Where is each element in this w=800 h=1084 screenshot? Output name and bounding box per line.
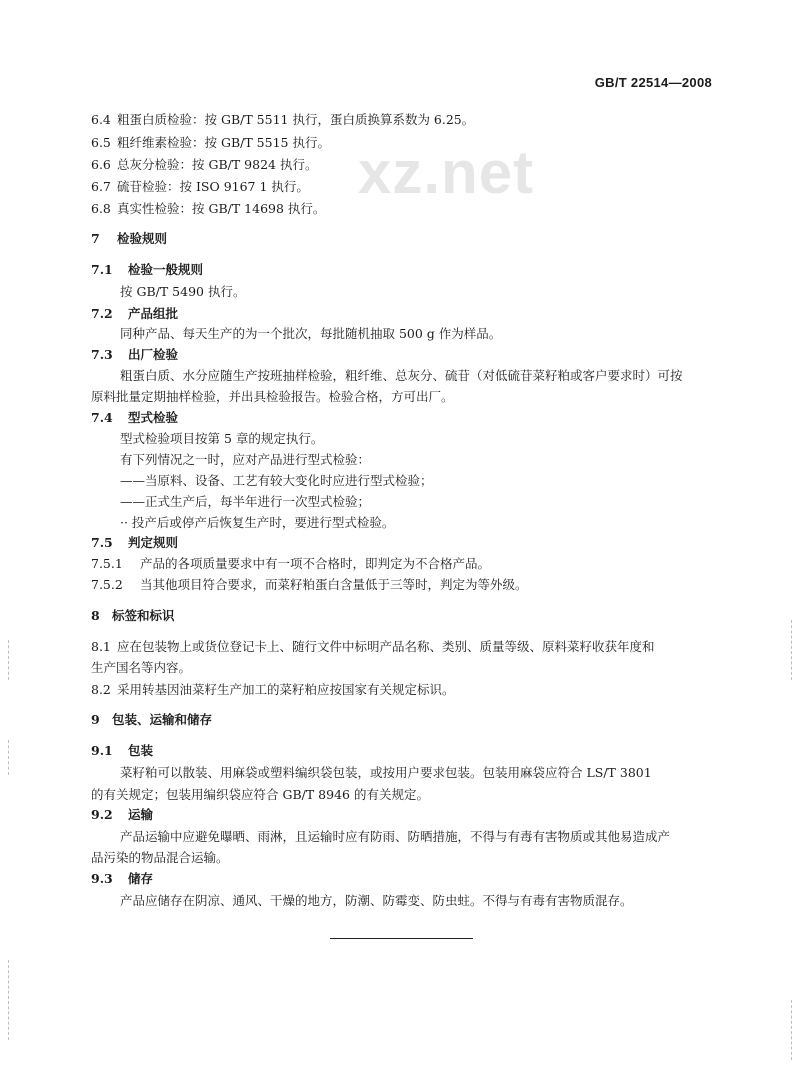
paragraph: 菜籽粕可以散装、用麻袋或塑料编织袋包装，或按用户要求包装。包装用麻袋应符合 LS/T 3801 <box>120 765 652 780</box>
chapter-number: 8 <box>91 608 100 623</box>
clause-number: 6.5 <box>91 135 111 150</box>
paragraph: 粗蛋白质、水分应随生产按班抽样检验，粗纤维、总灰分、硫苷（对低硫苷菜籽粕或客户要求时）可按 <box>120 368 683 383</box>
binding-margin-left <box>8 640 11 680</box>
list-item: ·· 投产后或停产后恢复生产时，要进行型式检验。 <box>120 515 395 530</box>
paragraph: 的有关规定；包装用编织袋应符合 GB/T 8946 的有关规定。 <box>91 787 429 802</box>
paragraph: 有下列情况之一时，应对产品进行型式检验： <box>120 452 371 467</box>
paragraph: 按 GB/T 5490 执行。 <box>120 284 246 299</box>
section-number: 9.3 <box>91 871 113 886</box>
chapter-number: 7 <box>91 231 100 246</box>
paragraph: 型式检验项目按第 5 章的规定执行。 <box>120 431 324 446</box>
section-number: 7.3 <box>91 347 113 362</box>
section-title: 产品组批 <box>128 306 179 321</box>
paragraph: 同种产品、每天生产的为一个批次，每批随机抽取 500 g 作为样品。 <box>120 326 502 341</box>
paragraph: 产品应储存在阴凉、通风、干燥的地方，防潮、防霉变、防虫蛀。不得与有毒有害物质混存。 <box>120 893 633 908</box>
section-number: 7.5 <box>91 535 113 550</box>
chapter-title: 标签和标识 <box>112 608 175 623</box>
clause-text: 硫苷检验：按 ISO 9167 1 执行。 <box>117 179 309 194</box>
clause-number: 7.5.1 <box>91 556 123 571</box>
paragraph: 生产国名等内容。 <box>91 660 192 675</box>
standard-code: GB/T 22514—2008 <box>594 75 712 90</box>
clause-number: 6.7 <box>91 179 111 194</box>
chapter-number: 9 <box>91 712 100 727</box>
clause-number: 6.4 <box>91 112 111 127</box>
clause-text: 当其他项目符合要求，而菜籽粕蛋白含量低于三等时，判定为等外级。 <box>140 577 528 592</box>
section-number: 7.2 <box>91 306 113 321</box>
clause-text: 粗纤维素检验：按 GB/T 5515 执行。 <box>117 135 330 150</box>
binding-margin-left <box>8 960 11 1040</box>
clause-number: 6.6 <box>91 157 111 172</box>
paragraph: 品污染的物品混合运输。 <box>91 850 229 865</box>
list-item: ——当原料、设备、工艺有较大变化时应进行型式检验； <box>120 473 433 488</box>
clause-number: 6.8 <box>91 201 111 216</box>
clause-text: 真实性检验：按 GB/T 14698 执行。 <box>117 201 326 216</box>
list-item: ——正式生产后，每半年进行一次型式检验； <box>120 494 371 509</box>
section-number: 9.1 <box>91 743 113 758</box>
clause-text: 采用转基因油菜籽生产加工的菜籽粕应按国家有关规定标识。 <box>117 682 455 697</box>
section-number: 7.4 <box>91 410 113 425</box>
end-rule <box>330 938 473 939</box>
clause-text: 粗蛋白质检验：按 GB/T 5511 执行，蛋白质换算系数为 6.25。 <box>117 112 475 127</box>
section-title: 出厂检验 <box>128 347 179 362</box>
chapter-title: 包装、运输和储存 <box>112 712 213 727</box>
section-title: 运输 <box>128 807 154 822</box>
clause-number: 7.5.2 <box>91 577 123 592</box>
chapter-title: 检验规则 <box>117 231 168 246</box>
clause-number: 8.1 <box>91 639 111 654</box>
watermark: xz.net <box>358 139 535 206</box>
binding-margin-right <box>791 620 794 680</box>
section-title: 储存 <box>128 871 154 886</box>
clause-text: 总灰分检验：按 GB/T 9824 执行。 <box>117 157 318 172</box>
section-number: 9.2 <box>91 807 113 822</box>
binding-margin-left <box>8 740 11 775</box>
paragraph: 产品运输中应避免曝晒、雨淋，且运输时应有防雨、防晒措施，不得与有毒有害物质或其他易造成产 <box>120 829 671 844</box>
paragraph: 原料批量定期抽样检验，并出具检验报告。检验合格，方可出厂。 <box>91 389 454 404</box>
section-title: 包装 <box>128 743 154 758</box>
section-title: 检验一般规则 <box>128 262 204 277</box>
binding-margin-right <box>791 1000 794 1060</box>
clause-text: 应在包装物上或货位登记卡上、随行文件中标明产品名称、类别、质量等级、原料菜籽收获年度和 <box>117 639 655 654</box>
section-title: 判定规则 <box>128 535 179 550</box>
clause-text: 产品的各项质量要求中有一项不合格时，即判定为不合格产品。 <box>140 556 491 571</box>
section-title: 型式检验 <box>128 410 179 425</box>
clause-number: 8.2 <box>91 682 111 697</box>
section-number: 7.1 <box>91 262 113 277</box>
